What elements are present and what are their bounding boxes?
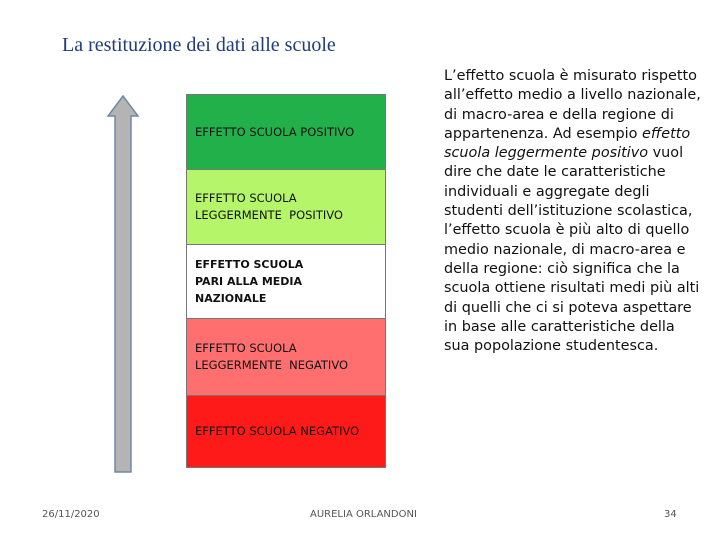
band-text: EFFETTO SCUOLA: [195, 191, 297, 205]
band-text: EFFETTO SCUOLA POSITIVO: [195, 124, 355, 139]
page-number: 34: [664, 509, 677, 520]
band-text: NAZIONALE: [195, 292, 267, 305]
band-text: LEGGERMENTE NEGATIVO: [195, 358, 349, 372]
description-emphasis: effetto scuola leggermente positivo: [444, 125, 691, 162]
up-arrow-icon: [106, 94, 140, 474]
band-text: EFFETTO SCUOLA: [195, 258, 304, 271]
band-text: EFFETTO SCUOLA NEGATIVO: [195, 424, 360, 438]
band-text: PARI ALLA MEDIA: [195, 275, 303, 288]
band-slightly-negative: [187, 319, 385, 396]
band-average: [187, 245, 385, 319]
effect-scale: [186, 94, 386, 468]
footer-date: 26/11/2020: [42, 509, 100, 520]
slide-title: La restituzione dei dati alle scuole: [62, 34, 336, 56]
band-text: LEGGERMENTE POSITIVO: [195, 208, 343, 222]
band-negative: [187, 396, 385, 467]
footer-author: AURELIA ORLANDONI: [310, 509, 417, 520]
description-part: vuol dire che date le caratteristiche individuali e aggregate degli studenti dell’istituzione scolastica, l’effetto scuola è più alto di quello medio nazionale, di macro-area e della regione: ciò significa che la scuola ottiene risultati medi più alti di quelli che ci si poteva aspettare in base alle caratteristiche della sua popolazione studentesca.: [444, 145, 700, 355]
description-text: [444, 67, 704, 356]
band-positive: [187, 95, 385, 170]
description-part: L’effetto scuola è misurato rispetto all’effetto medio a livello nazionale, di macro-area e della regione di appartenenza. Ad esempio: [444, 68, 701, 142]
band-text: EFFETTO SCUOLA: [195, 341, 297, 355]
band-slightly-positive: [187, 170, 385, 245]
